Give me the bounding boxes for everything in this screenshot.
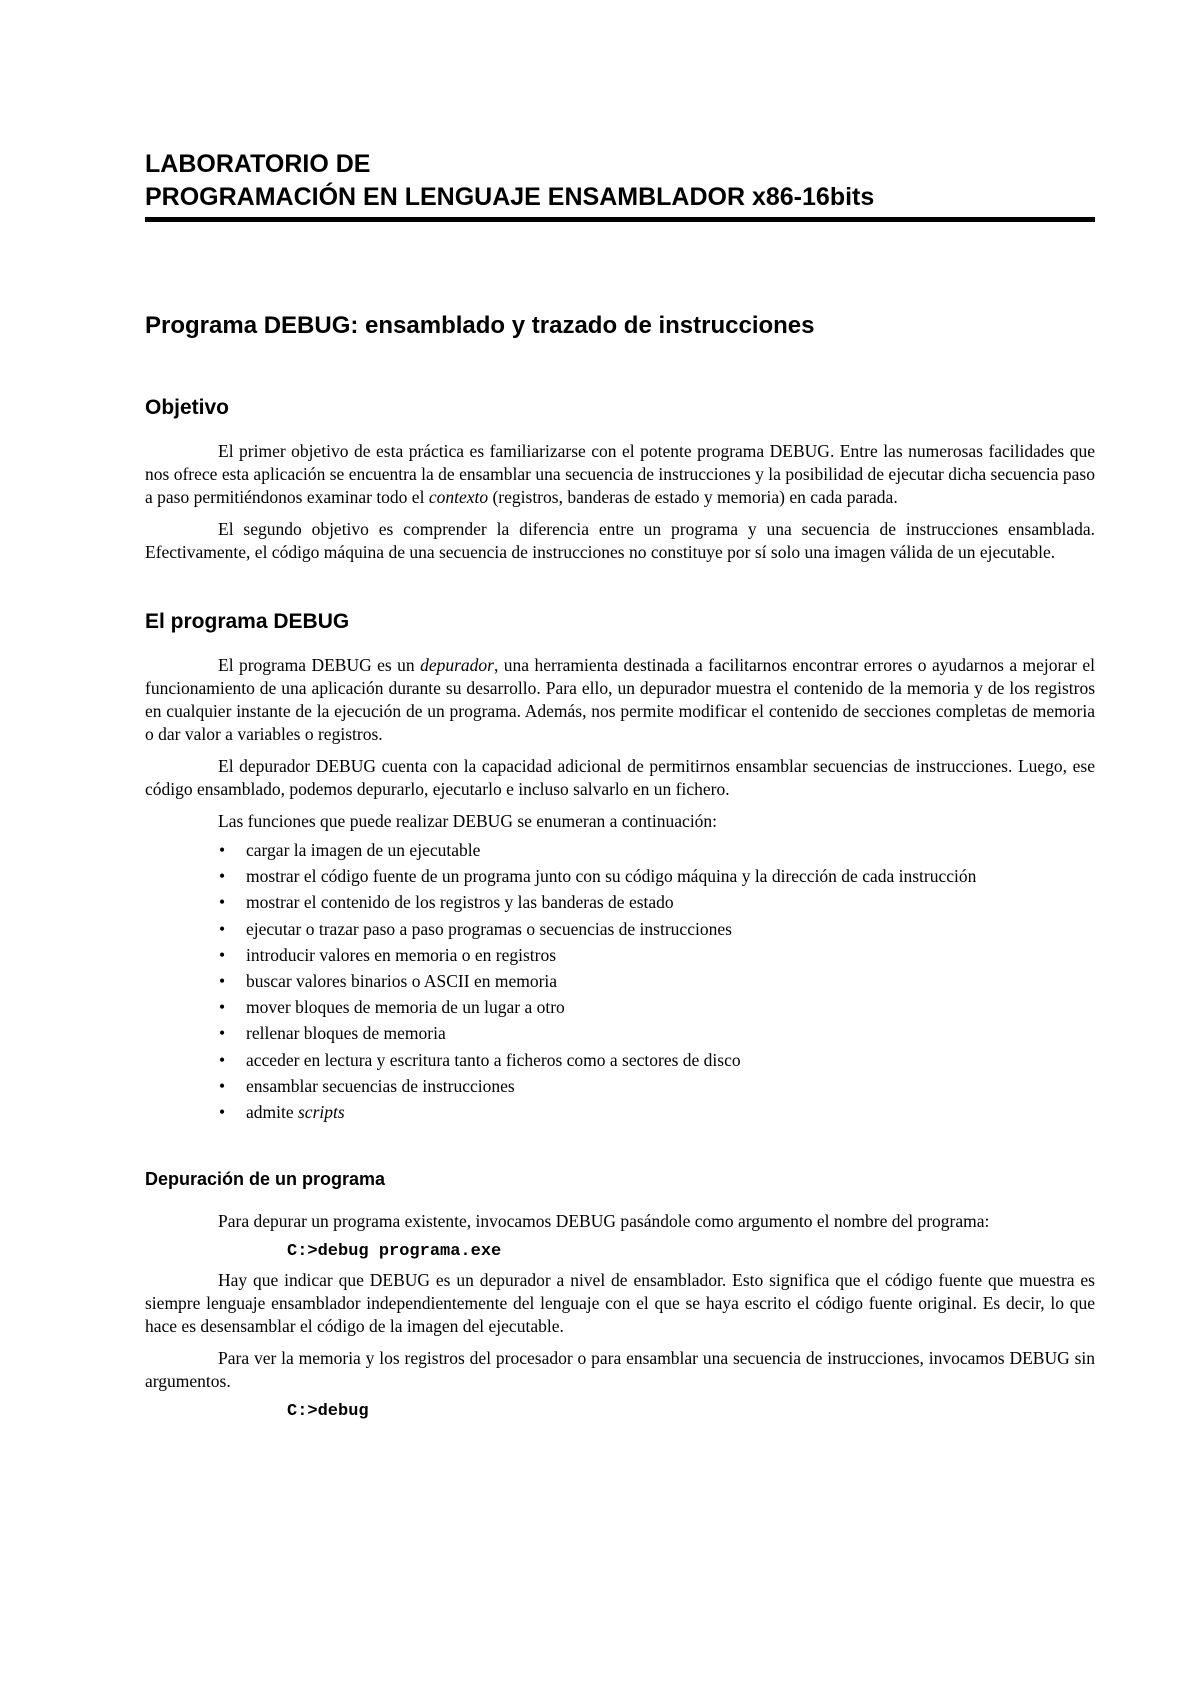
list-item: • buscar valores binarios o ASCII en memoria — [145, 968, 1095, 994]
paragraph-depuracion-3: Para ver la memoria y los registros del procesador o para ensamblar una secuencia de instrucciones, invocamos DEBUG sin argumentos. — [145, 1348, 1095, 1392]
section-heading-depuracion: Depuración de un programa — [145, 1169, 386, 1190]
list-item: • ensamblar secuencias de instrucciones — [145, 1073, 1095, 1099]
header-line-1: LABORATORIO DE — [145, 150, 371, 178]
emphasis-depurador: depurador — [420, 655, 494, 675]
paragraph-objetivo-1: El primer objetivo de esta práctica es familiarizarse con el potente programa DEBUG. Entre las numerosas facilidades que nos ofrece esta aplicación se encuentra la de ensamblar una secuencia de instrucciones y la posibilidad de ejecutar dicha secuencia paso a paso permitiéndonos examinar todo el contexto (registros, banderas de estado y memoria) en cada parada. — [145, 441, 1095, 507]
command-example-1: C:>debug programa.exe — [287, 1242, 502, 1262]
command-example-2: C:>debug — [287, 1402, 369, 1422]
list-item: • ejecutar o trazar paso a paso programas o secuencias de instrucciones — [145, 916, 1095, 942]
section-heading-debug: El programa DEBUG — [145, 610, 350, 633]
emphasis-scripts: scripts — [298, 1102, 345, 1123]
list-item: • admite scripts — [145, 1099, 1095, 1125]
list-item: • rellenar bloques de memoria — [145, 1020, 1095, 1046]
paragraph-debug-1: El programa DEBUG es un depurador, una herramienta destinada a facilitarnos encontrar errores o ayudarnos a mejorar el funcionamiento de una aplicación durante su desarrollo. Para ello, un depurador muestra el contenido de la memoria y de los registros en cualquier instante de la ejecución de un programa. Además, nos permite modificar el contenido de secciones completas de memoria o dar valor a variables o registros. — [145, 655, 1095, 744]
paragraph-debug-3: Las funciones que puede realizar DEBUG se enumeran a continuación: — [218, 811, 718, 831]
paragraph-depuracion-1: Para depurar un programa existente, invocamos DEBUG pasándole como argumento el nombre del programa: — [218, 1211, 990, 1232]
emphasis-contexto: contexto — [428, 487, 489, 507]
list-item: • mostrar el código fuente de un programa junto con su código máquina y la dirección de cada instrucción — [145, 863, 1095, 889]
list-item: • cargar la imagen de un ejecutable — [145, 837, 1095, 863]
document-header — [145, 148, 1095, 214]
section-heading-objetivo: Objetivo — [145, 396, 230, 419]
list-item: • mover bloques de memoria de un lugar a otro — [145, 994, 1095, 1020]
document-title: Programa DEBUG: ensamblado y trazado de instrucciones — [145, 312, 815, 339]
list-item: • introducir valores en memoria o en registros — [145, 942, 1095, 968]
functions-list — [145, 837, 1095, 1125]
list-item: • mostrar el contenido de los registros y las banderas de estado — [145, 889, 1095, 915]
list-item: • acceder en lectura y escritura tanto a ficheros como a sectores de disco — [145, 1047, 1095, 1073]
paragraph-depuracion-2: Hay que indicar que DEBUG es un depurador a nivel de ensamblador. Esto significa que el código fuente que muestra es siempre lenguaje ensamblador independientemente del lenguaje con el que se haya escrito el código fuente original. Es decir, lo que hace es desensamblar el código de la imagen del ejecutable. — [145, 1270, 1095, 1337]
paragraph-objetivo-2: El segundo objetivo es comprender la diferencia entre un programa y una secuencia de instrucciones ensamblada. Efectivamente, el código máquina de una secuencia de instrucciones no constituye por sí solo una imagen válida de un ejecutable. — [145, 519, 1095, 562]
document-page — [145, 148, 1095, 1429]
paragraph-debug-2: El depurador DEBUG cuenta con la capacidad adicional de permitirnos ensamblar secuencias de instrucciones. Luego, ese código ensamblado, podemos depurarlo, ejecutarlo e incluso salvarlo en un fichero. — [145, 756, 1095, 799]
header-rule — [145, 217, 1095, 222]
header-line-2: PROGRAMACIÓN EN LENGUAJE ENSAMBLADOR x86-16bits — [145, 183, 875, 211]
